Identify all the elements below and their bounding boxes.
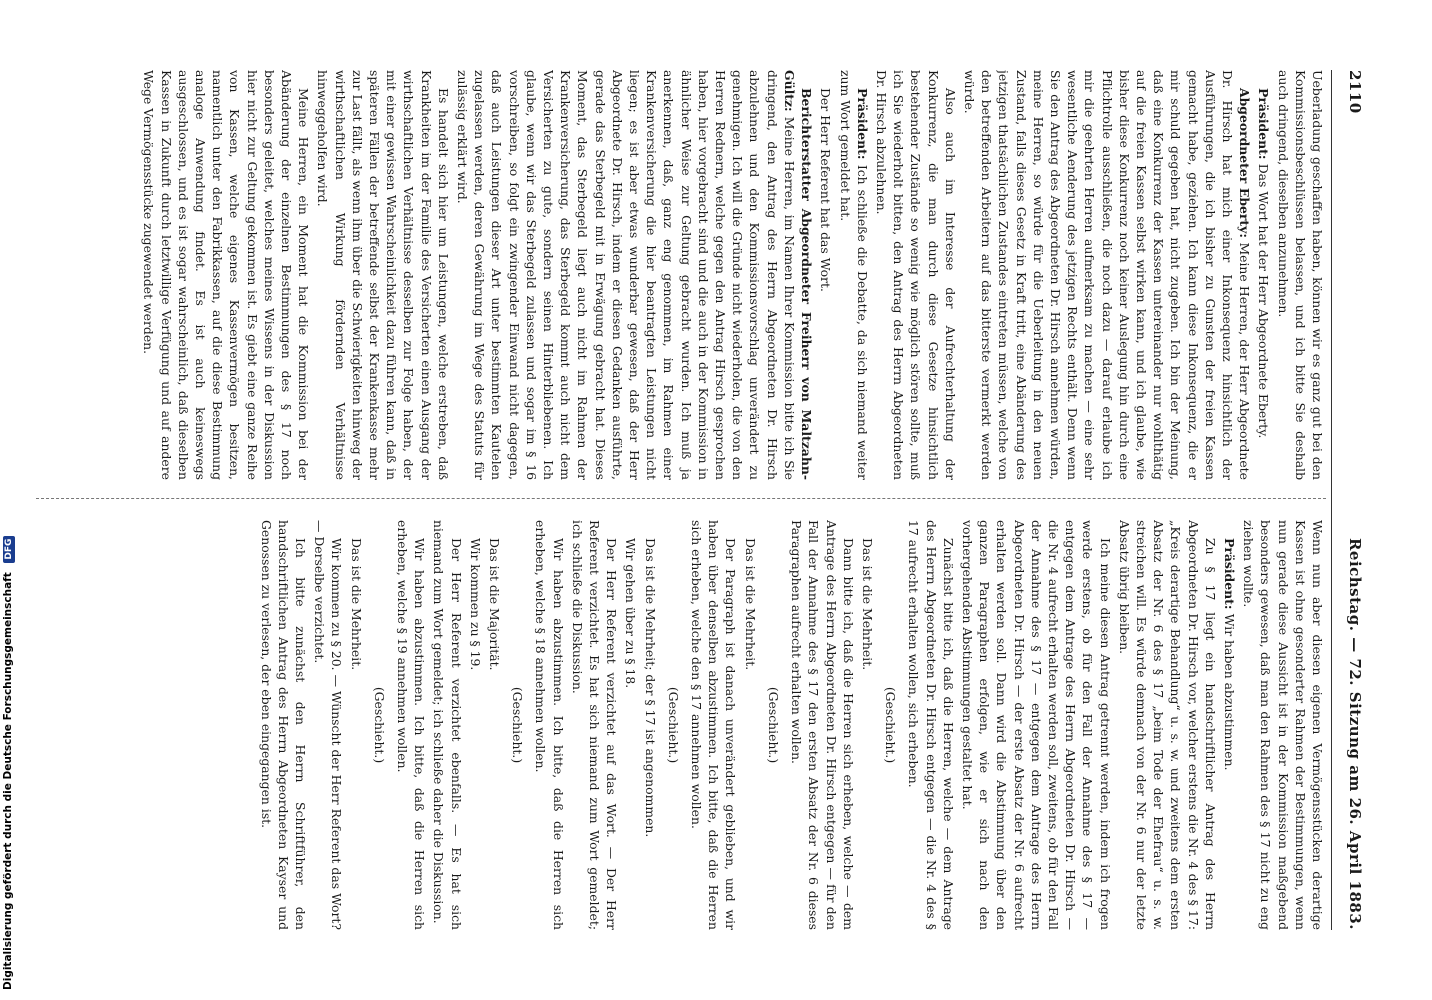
paragraph-text: Das ist die Mehrheit; der § 17 ist angenommen. xyxy=(642,538,658,838)
paragraph-text: Der Paragraph ist danach unverändert geblieben, und wir haben über denselben abzustimmen. Ich bitte, daß die Herren sich erheben, welche den § 17 annehmen wollen. xyxy=(689,520,739,930)
right-column xyxy=(36,520,1326,930)
paragraph xyxy=(347,520,364,930)
paragraph-text: Meine Herren, ein Moment hat die Kommission bei der Abänderung der einzelnen Bestimmungen des § 17 noch besonders geleitet, welches meines Wissens in der Diskussion hier nicht zur Geltung gekommen ist. Es giebt eine ganze Reihe von Kassen, welche eigenes Kassenvermögen besitzen, namentlich unter den Fabrikkassen, auf die diese Bestimmung analoge Anwendung findet. Es ist auch keineswegs ausgeschlossen, und es ist sogar wahrscheinlich, daß dieselben Kassen in Zukunft durch letztwillige Verfügung und auf andere Wege Vermögensstücke zugewendet werden. xyxy=(141,70,312,480)
paragraph xyxy=(314,70,452,480)
paragraph xyxy=(1274,70,1326,480)
paragraph-text: Wir kommen zu § 20. — Wünscht der Herr Referent das Wort? — Derselbe verzichtet. xyxy=(312,520,345,930)
paragraph-text: (Geschieht.) xyxy=(765,686,781,764)
paragraph xyxy=(817,70,834,480)
page-header xyxy=(1340,70,1370,930)
paragraph xyxy=(688,520,740,930)
paragraph-text: Zu § 17 liegt ein handschriftlicher Antrag des Herrn Abgeordneten Dr. Hirsch vor, welcher erstens die Nr. 4 des § 17: „Kreis derartige Behandlung“ u. s. w. und zweitens dem ersten Absatz der Nr. 6 des § 17 „beim Tode der Ehefrau“ u. s. w. streichen will. Es würde demnach von der Nr. 6 nur der letzte Absatz übrig bleiben. xyxy=(1116,520,1218,930)
paragraph xyxy=(371,520,388,930)
paragraph-text: Meine Herren, im Namen Ihrer Kommission bitte ich Sie dringend, den Antrag des Herrn Abgeordneten Dr. Hirsch abzulehnen und den Kommissionsvorschlag unverändert zu genehmigen. Ich will die Gründe nicht wiederholen, die von den Herren Rednern, welche gegen den Antrag Hirsch gesprochen haben, hier vorgebracht sind und die auch in der Kommission in ähnlicher Weise zur Geltung gebracht wurden. Ich muß ja anerkennen, daß, ganz eng genommen, im Rahmen einer Krankenversicherung die hier beantragten Leistungen nicht liegen; es ist aber etwas wunderbar gewesen, daß der Herr Abgeordnete Dr. Hirsch, indem er diesen Gedanken ausführte, gerade das Sterbegeld mit in Erwägung gebracht hat. Dieses Moment, das Sterbegeld liegt auch nicht im Rahmen der Krankenversicherung, das Sterbegeld kommt auch nicht dem Versicherten zu gute, sondern seinen Hinterbliebenen. Ich glaube, wenn wir das Sterbegeld zulassen und sogar im § 16 vorschreiben, so folgt ein zwingender Einwand nicht dagegen, daß auch Leistungen dieser Art unter bestimmten Kautelen zugelassen werden, deren Gewährung im Wege des Statuts für zulässig erklärt wird. xyxy=(455,70,797,480)
paragraph-text: (Geschieht.) xyxy=(883,686,899,764)
paragraph-text: Wir haben abzustimmen. xyxy=(1221,613,1237,771)
paragraph-text: Ueberladung geschaffen haben, können wir es ganz gut bei den Kommissionsbeschlüssen belassen, und ich bitte Sie deshalb auch dringend, dieselben anzunehmen. xyxy=(1275,70,1325,480)
paragraph-text: Es handelt sich hier um Leistungen, welche erstreben, daß Krankheiten im der Familie des Versicherten einen Ausgang der wirthschaftlichen Verhältnisse desselben zur Folge haben, der mit einer gewissen Wahrscheinlichkeit dazu führen kann, daß in späteren Fällen der betreffende selbst der Krankenkasse mehr zur Last fällt, als wenn ihm über die Schwierigkeiten hinweg der wirthschaftlichen Wirkung fördernden Verhältnisse hinweggeholfen wird. xyxy=(315,70,451,480)
paragraph xyxy=(140,70,312,480)
paragraph-text: Der Herr Referent hat das Wort. xyxy=(818,88,834,292)
paragraph-text: Ich bitte zunächst den Herrn Schriftführer, den handschriftlichen Antrag des Herrn Abgeordneten Kayser und Genossen zu verlesen, der eben eingegangen ist. xyxy=(258,520,309,930)
paragraph-text: Dann bitte ich, daß die Herren sich erheben, welche — dem Antrage des Herrn Abgeordneten Dr. Hirsch entgegen — für den Fall der Annahme des § 17 den ersten Absatz der Nr. 6 dieses Paragraphen aufrecht erhalten wollen. xyxy=(789,520,856,930)
paragraph-text: Wenn nun aber diesen eigenen Vermögensstücken derartige Kassen ist ohne gesonderter Rahmen der Bestimmungen, wenn nun gerade diese Aussicht ist in der Kommission maßgebend besonders gewesen, daß man den Rahmen des § 17 nicht zu eng ziehen wollte. xyxy=(1241,520,1325,930)
paragraph xyxy=(532,520,566,930)
paragraph xyxy=(665,520,682,930)
paragraph-text: (Geschieht.) xyxy=(371,686,387,764)
paragraph-text: Zunächst bitte ich, daß die Herren, welche — dem Antrage des Herrn Abgeordneten Dr. Hirsch entgegen — die Nr. 4 des § 17 aufrecht erhalten wollen, sich erheben. xyxy=(906,520,956,930)
paragraph-text: (Geschieht.) xyxy=(665,686,681,764)
paragraph xyxy=(859,520,876,930)
paragraph xyxy=(1116,520,1219,930)
paragraph-text: Das Wort hat der Herr Abgeordnete Eberty. xyxy=(1256,163,1272,439)
column-divider xyxy=(36,498,1326,499)
paragraph-text: Wir haben abzustimmen. Ich bitte, daß die Herren sich erheben, welche § 19 annehmen wollen. xyxy=(395,520,428,930)
paragraph-text: Also auch im Interesse der Aufrechterhaltung der Konkurrenz, die man durch diese Gesetze hinsichtlich bestehender Zustände so wenig wie möglich stören sollte, muß ich Sie wiederholt bitten, den Antrag des Herrn Abgeordneten Dr. Hirsch abzulehnen. xyxy=(873,70,958,480)
running-title: Reichstag. — 72. Sitzung am 26. April 1883. xyxy=(1346,537,1364,930)
paragraph-text: Das ist die Mehrheit. xyxy=(348,538,364,671)
paragraph xyxy=(1221,520,1238,930)
dfg-logo: DFG xyxy=(3,536,15,563)
paragraph-text: Der Herr Referent verzichtet auf das Wort. — Der Herr Referent verzichtet. Es hat sich niemand zum Wort gemeldet; ich schließe die Diskussion. xyxy=(569,520,620,930)
paragraph-text: Ich schließe die Debatte, da sich niemand weiter zum Wort gemeldet hat. xyxy=(837,70,870,480)
paragraph-text: Wir gehen über zu § 18. xyxy=(623,538,639,689)
paragraph xyxy=(641,520,658,930)
credit-text: Digitalisierung gefördert durch die Deutsche Forschungsgemeinschaft xyxy=(2,572,14,990)
paragraph-text: Das ist die Majorität. xyxy=(487,538,503,671)
paragraph xyxy=(467,520,484,930)
paragraph-text: Das ist die Mehrheit. xyxy=(742,538,758,671)
header-rule xyxy=(1331,70,1332,930)
page-number: 2110 xyxy=(1346,70,1364,114)
paragraph xyxy=(509,520,526,930)
paragraph xyxy=(1255,70,1272,480)
paragraph xyxy=(1240,520,1326,930)
speaker-name: Abgeordneter Eberty: xyxy=(1237,88,1253,243)
paragraph xyxy=(454,70,815,480)
paragraph-text: (Geschieht.) xyxy=(510,686,526,764)
paragraph xyxy=(394,520,428,930)
paragraph-text: Das ist die Mehrheit. xyxy=(859,538,875,671)
paragraph-text: Wir haben abzustimmen. Ich bitte, daß die Herren sich erheben, welche § 18 annehmen wollen. xyxy=(533,520,566,930)
paragraph xyxy=(836,70,870,480)
speaker-name: Präsident: xyxy=(854,88,870,165)
paragraph-text: Der Herr Referent verzichtet ebenfalls. — Es hat sich niemand zum Wort gemeldet; ich schließe daher die Diskussion. xyxy=(431,520,464,930)
paragraph xyxy=(961,70,1253,480)
paragraph xyxy=(311,520,345,930)
paragraph-text: Ich meine diesen Antrag getrennt werden, indem ich frogen werde erstens, ob für den Fall der Annahme des § 17 — entgegen dem Antrage des Herrn Abgeordneten Dr. Hirsch — die Nr. 4 aufrecht erhalten werden soll, zweitens, ob für den Fall der Annahme des § 17 — entgegen dem Antrage des Herrn Abgeordneten Dr. Hirsch — der erste Absatz der Nr. 6 aufrecht erhalten werden soll. Dann wird die Abstimmung über den ganzen Paragraphen erfolgen, wie er sich nach den vorhergehenden Abstimmungen gestaltet hat. xyxy=(959,520,1113,930)
paragraph xyxy=(959,520,1114,930)
speaker-name: Präsident: xyxy=(1221,538,1237,614)
paragraph xyxy=(765,520,782,930)
paragraph xyxy=(257,520,309,930)
paragraph xyxy=(622,520,639,930)
left-column xyxy=(36,70,1326,480)
paragraph xyxy=(788,520,857,930)
paragraph-text: Meine Herren, der Herr Abgeordnete Dr. Hirsch hat mich einer Inkonsequenz hinsichtlich der Ausführungen, die ich bisher zu Gunsten der freien Kassen gemacht habe, geziehen. Ich kann diese Inkonsequenz, die er mir schuld gegeben hat, nicht zugeben. Ich bin der Meinung, daß eine Konkurrenz der Kassen untereinander nur wohlthätig auf die freien Kassen selbst wirken kann, und ich glaube, wie bisher diese Konkurrenz noch keiner Auslegung hin durch eine Pflichtrolle ausschließen, die noch dazu — darauf erlaube ich mir die geehrten Herren aufmerksam zu machen — eine sehr wesentliche Aenderung des jetzigen Rechts enthält. Denn wenn Sie den Antrag des Abgeordneten Dr. Hirsch annehmen würden, meine Herren, so würde für die Ueberleitung in den neuen Zustand, falls dieses Gesetz in Kraft tritt, eine Abänderung des jetzigen thatsächlichen Zustandes eintreten müssen, welche von den betreffenden Arbeitern auf das bitterste vermerkt werden würde. xyxy=(961,70,1253,480)
paragraph xyxy=(569,520,621,930)
paragraph xyxy=(882,520,899,930)
paragraph xyxy=(873,70,959,480)
paragraph xyxy=(430,520,464,930)
speaker-name: Präsident: xyxy=(1256,88,1272,164)
paragraph xyxy=(742,520,759,930)
paragraph-text: Wir kommen zu § 19. xyxy=(467,538,483,671)
paragraph xyxy=(486,520,503,930)
speaker-name: Berichterstatter Abgeordneter Freiherr von Maltzahn-Gültz: xyxy=(781,70,815,480)
paragraph xyxy=(905,520,957,930)
